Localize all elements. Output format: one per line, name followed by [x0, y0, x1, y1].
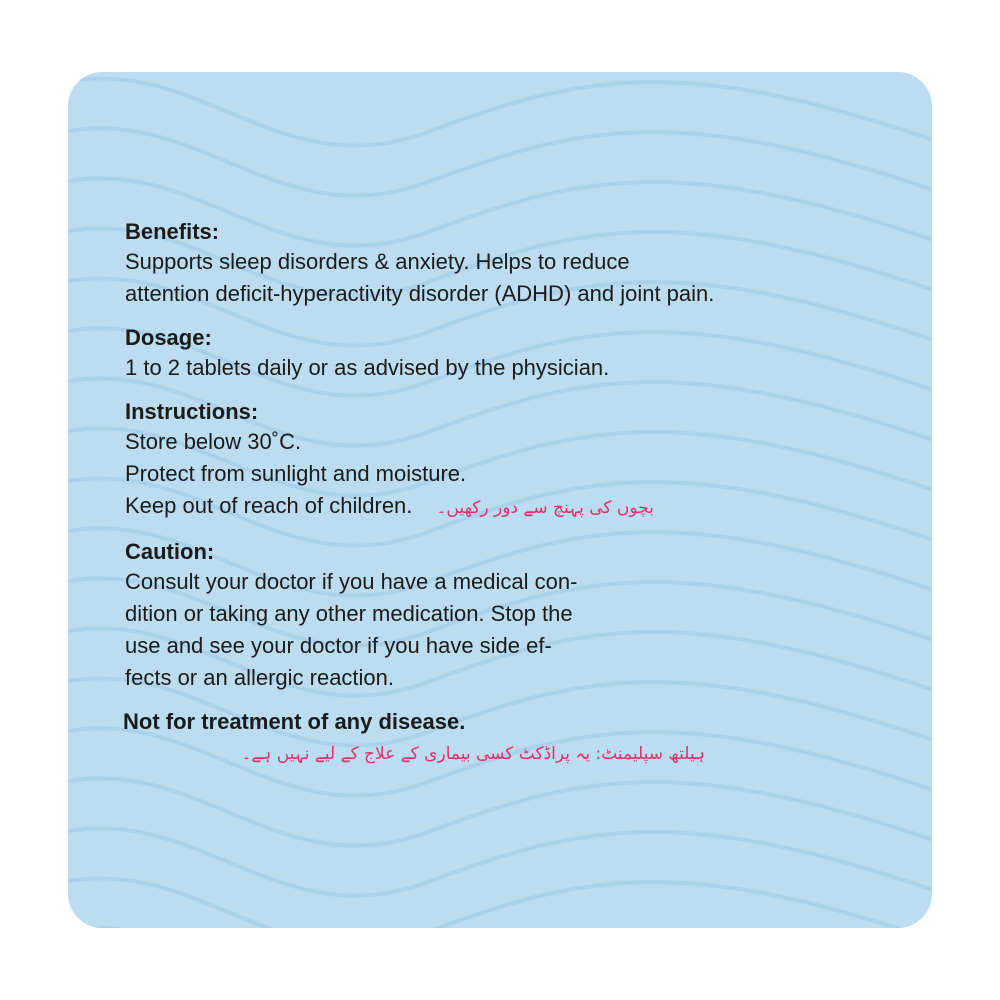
urdu-supplement-notice: ہیلتھ سپلیمنٹ: یہ پراڈکٹ کسی بیماری کے علاج کے لیے نہیں ہے۔	[241, 744, 705, 764]
dosage-line: 1 to 2 tablets daily or as advised by the physician.	[125, 355, 610, 380]
caution-section	[125, 538, 915, 694]
caution-heading: Caution:	[125, 539, 215, 564]
instructions-line: Store below 30˚C.	[125, 429, 302, 454]
dosage-section	[125, 324, 915, 384]
instructions-line: Protect from sunlight and moisture.	[125, 461, 467, 486]
disease-notice: Not for treatment of any disease.	[123, 709, 466, 734]
benefits-line: attention deficit-hyperactivity disorder (ADHD) and joint pain.	[125, 281, 715, 306]
benefits-line: Supports sleep disorders & anxiety. Helps to reduce	[125, 249, 630, 274]
info-card	[68, 72, 932, 928]
benefits-section	[125, 218, 915, 310]
benefits-heading: Benefits:	[125, 219, 220, 244]
urdu-children-warning: بچوں کی پہنچ سے دور رکھیں۔	[436, 498, 654, 518]
label-content	[125, 218, 915, 768]
caution-line: use and see your doctor if you have side ef-	[125, 633, 552, 658]
instructions-line-children	[125, 490, 915, 524]
dosage-heading: Dosage:	[125, 325, 212, 350]
keep-out-of-reach-text: Keep out of reach of children.	[125, 493, 413, 518]
caution-line: dition or taking any other medication. Stop the	[125, 601, 573, 626]
caution-line: fects or an allergic reaction.	[125, 665, 395, 690]
instructions-section	[125, 398, 915, 524]
caution-line: Consult your doctor if you have a medical con-	[125, 569, 578, 594]
instructions-heading: Instructions:	[125, 399, 259, 424]
